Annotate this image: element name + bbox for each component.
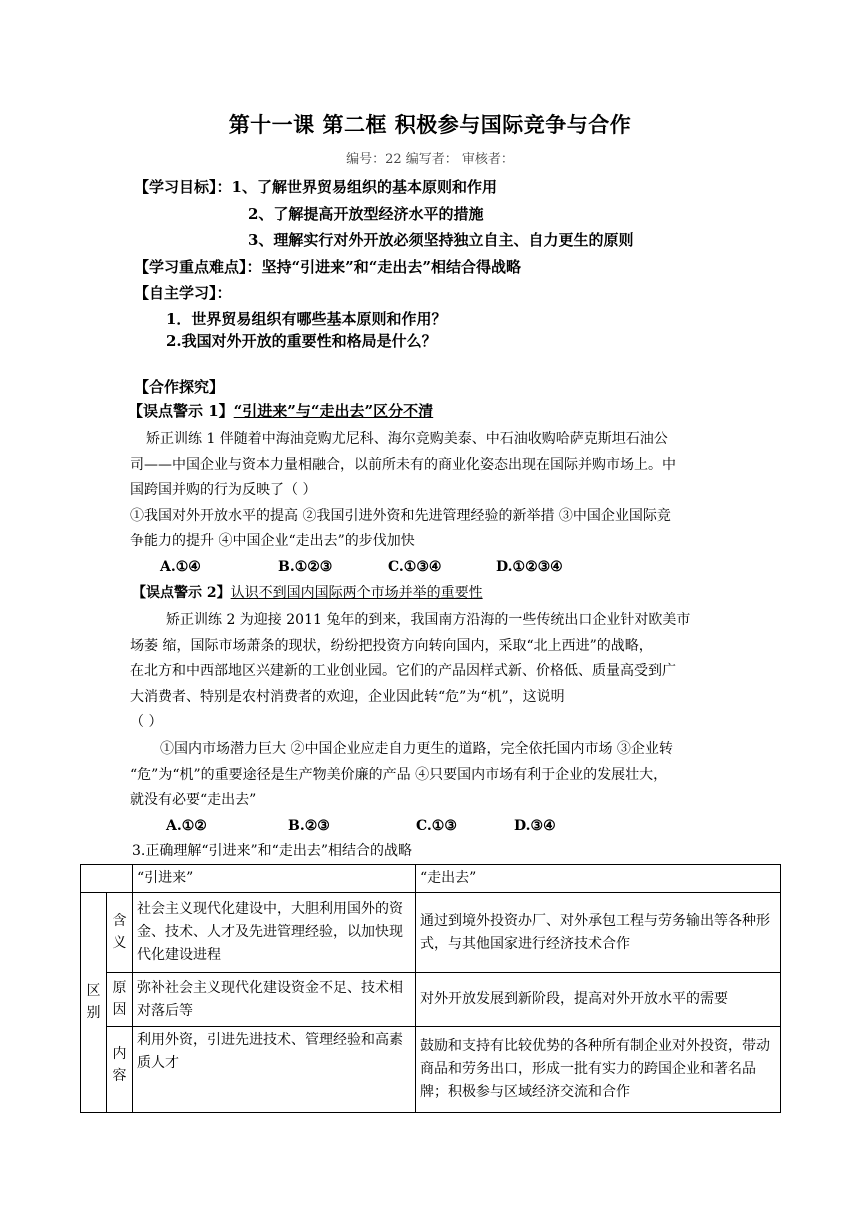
key-points: 【学习重点难点】：坚持“引进来”和“走出去”相结合得战略 (134, 258, 522, 276)
cell-go-out-content: 鼓励和支持有比较优势的各种所有制企业对外投资，带动商品和劳务出口，形成一批有实力的跨国企业和著名品牌；积极参与区域经济交流和合作 (416, 1027, 781, 1113)
cell-bring-in-reason: 弥补社会主义现代化建设资金不足、技术相对落后等 (133, 973, 416, 1027)
table-row (81, 1027, 781, 1113)
warning-2-heading (132, 582, 483, 604)
exercise-2-line-2: 场萎 缩，国际市场萧条的现状，纷纷把投资方向转向国内，采取“北上西进”的战略， (130, 638, 653, 654)
row-label-cell (107, 973, 133, 1027)
learning-goal-2: 2、了解提高开放型经济水平的措施 (248, 205, 484, 223)
group-label-cell (81, 893, 107, 1113)
comparison-table (80, 864, 781, 1113)
table-header-row (81, 865, 781, 893)
learning-goals-label: 【学习目标】： (134, 178, 232, 196)
cell-go-out-reason: 对外开放发展到新阶段，提高对外开放水平的需要 (416, 973, 781, 1027)
document-meta: 编号：22 编写者： 审核者： (346, 152, 514, 167)
table-row (81, 973, 781, 1027)
exercise-1-line-2: 司——中国企业与资本力量相融合，以前所未有的商业化姿态出现在国际并购市场上。中 (130, 457, 676, 473)
choice-d: D.①②③④ (496, 559, 563, 575)
exercise-1-line-3: 国跨国并购的行为反映了（ ） (130, 482, 317, 498)
exercise-1-line-5: 争能力的提升 ④中国企业“走出去”的步伐加快 (130, 533, 415, 549)
warning-2-text: 认识不到国内国际两个市场并举的重要性 (230, 585, 483, 601)
learning-goals (134, 176, 497, 198)
group-label: 区别 (86, 983, 101, 1021)
learning-goal-1: 1、了解世界贸易组织的基本原则和作用 (231, 178, 497, 196)
exercise-1-choices (160, 556, 563, 578)
exercise-2-line-3: 在北方和中西部地区兴建新的工业创业园。它们的产品因样式新、价格低、质量高受到广 (130, 663, 676, 679)
learning-goal-3: 3、理解实行对外开放必须坚持独立自主、自力更生的原则 (248, 231, 634, 249)
choice-c: C.①③④ (388, 559, 442, 575)
self-study-label: 【自主学习】： (134, 284, 232, 302)
row-label-cell (107, 893, 133, 973)
cell-bring-in-content: 利用外资，引进先进技术、管理经验和高素质人才 (133, 1027, 416, 1113)
choice-a: A.①② (166, 818, 207, 834)
row-label-meaning: 含义 (112, 913, 127, 951)
exercise-1-line-1: 矫正训练 1 伴随着中海油竞购尤尼科、海尔竞购美泰、中石油收购哈萨克斯坦石油公 (146, 431, 668, 447)
self-study-question-2: 2.我国对外开放的重要性和格局是什么？ (166, 332, 437, 350)
choice-b: B.②③ (288, 818, 330, 834)
choice-d: D.③④ (514, 818, 556, 834)
self-study-question-1: 1．世界贸易组织有哪些基本原则和作用？ (166, 310, 447, 328)
row-label-content: 内容 (112, 1046, 127, 1084)
warning-1-text: “引进来”与“走出去”区分不清 (233, 402, 434, 420)
exercise-1-line-4: ①我国对外开放水平的提高 ②我国引进外资和先进管理经验的新举措 ③中国企业国际竞 (130, 508, 671, 524)
warning-1-heading (128, 400, 433, 422)
page-title: 第十一课 第二框 积极参与国际竞争与合作 (228, 112, 632, 137)
exercise-2-line-8: 就没有必要“走出去” (130, 792, 257, 808)
cooperation-label: 【合作探究】 (134, 378, 225, 396)
row-label-cell (107, 1027, 133, 1113)
warning-2-label: 【误点警示 2】 (132, 585, 231, 601)
exercise-2-line-1: 矫正训练 2 为迎接 2011 兔年的到来，我国南方沿海的一些传统出口企业针对欧美市 (166, 612, 691, 628)
exercise-2-line-6: ①国内市场潜力巨大 ②中国企业应走自力更生的道路，完全依托国内市场 ③企业转 (160, 741, 673, 757)
col-header-bring-in: “引进来” (133, 865, 416, 893)
row-label-reason: 原因 (112, 980, 127, 1018)
table-corner-cell (81, 865, 133, 893)
choice-b: B.①②③ (278, 559, 333, 575)
exercise-2-line-4: 大消费者、特别是农村消费者的欢迎，企业因此转“危”为“机”，这说明 (130, 689, 565, 705)
exercise-2-choices (166, 815, 556, 837)
choice-c: C.①③ (416, 818, 457, 834)
choice-a: A.①④ (160, 559, 201, 575)
table-row (81, 893, 781, 973)
warning-1-label: 【误点警示 1】 (128, 402, 234, 420)
exercise-2-line-5: （ ） (130, 714, 163, 730)
cell-go-out-meaning: 通过到境外投资办厂、对外承包工程与劳务输出等各种形式，与其他国家进行经济技术合作 (416, 893, 781, 973)
cell-bring-in-meaning: 社会主义现代化建设中，大胆利用国外的资金、技术、人才及先进管理经验，以加快现代化建设进程 (133, 893, 416, 973)
section-3-heading: 3.正确理解“引进来”和“走出去”相结合的战略 (132, 843, 412, 859)
col-header-go-out: “走出去” (416, 865, 781, 893)
exercise-2-line-7: “危”为“机”的重要途径是生产物美价廉的产品 ④只要国内市场有利于企业的发展壮大， (130, 767, 668, 783)
